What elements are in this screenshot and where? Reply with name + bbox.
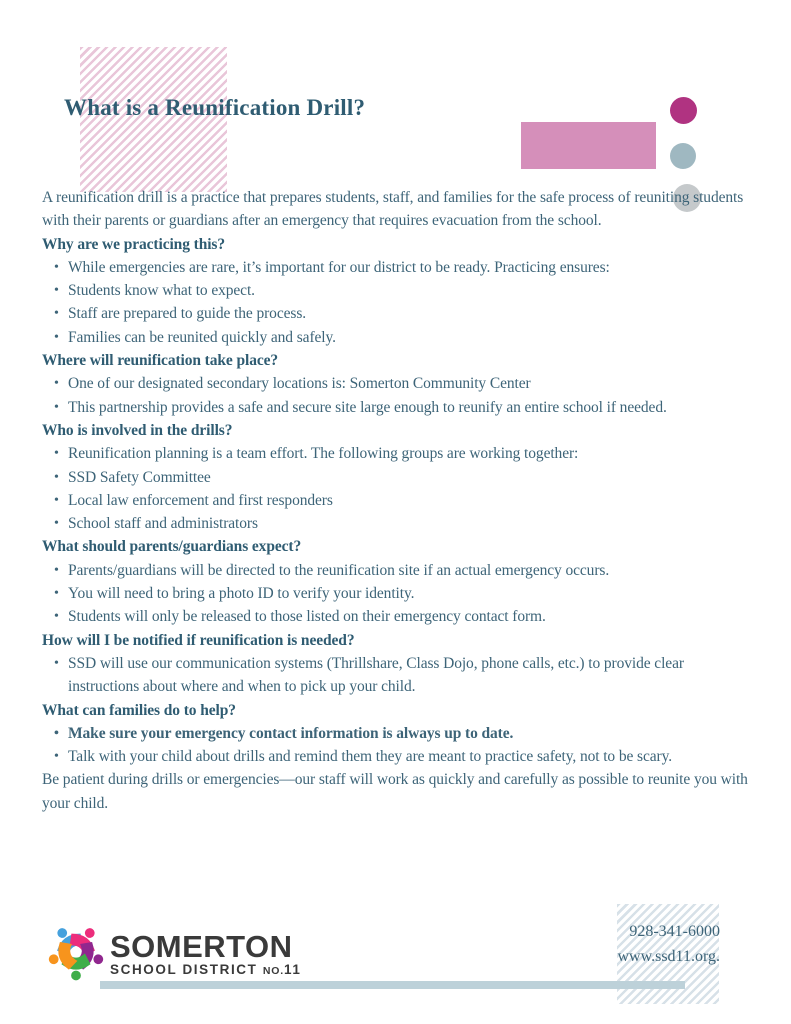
section-heading-why: Why are we practicing this? — [42, 235, 225, 253]
bullet-item: • Reunification planning is a team effort. The following groups are working together: — [68, 442, 756, 465]
document-body — [42, 186, 756, 815]
closing-paragraph: Be patient during drills or emergencies—our staff will work as quickly and carefully as possible to reunite you with your child. — [42, 771, 748, 812]
logo-number: 11 — [283, 962, 302, 977]
bullet-list-where — [42, 372, 756, 419]
bullet-item-bold: • Make sure your emergency contact information is always up to date. — [68, 722, 756, 745]
bullet-item: • School staff and administrators — [68, 512, 756, 535]
bullet-item: • Staff are prepared to guide the process. — [68, 302, 756, 325]
bullet-item: • One of our designated secondary locations is: Somerton Community Center — [68, 372, 756, 395]
bullet-item: • Talk with your child about drills and remind them they are meant to practice safety, not to be scary. — [68, 745, 756, 768]
bullet-item: • While emergencies are rare, it’s important for our district to be ready. Practicing ensures: — [68, 256, 756, 279]
section-heading-who: Who is involved in the drills? — [42, 421, 233, 439]
bullet-list-help — [42, 722, 756, 769]
bullet-list-expect — [42, 559, 756, 629]
logo-subtitle-text: SCHOOL DISTRICT — [110, 962, 258, 977]
bullet-item: • Families can be reunited quickly and safely. — [68, 326, 756, 349]
magenta-circle-decor — [670, 97, 697, 124]
bullet-list-notified — [42, 652, 756, 699]
page-title: What is a Reunification Drill? — [64, 95, 366, 120]
logo-wordmark — [110, 929, 302, 979]
bullet-item: • You will need to bring a photo ID to verify your identity. — [68, 582, 756, 605]
bullet-item: • This partnership provides a safe and secure site large enough to reunify an entire school if needed. — [68, 396, 756, 419]
section-heading-expect: What should parents/guardians expect? — [42, 538, 302, 556]
website-url: www.ssd11.org. — [617, 948, 720, 965]
bullet-item: • SSD will use our communication systems (Thrillshare, Class Dojo, phone calls, etc.) to provide clear instructions about where and when to pick up your child. — [68, 652, 756, 699]
steel-circle-decor — [670, 143, 696, 169]
logo-star-icon — [46, 918, 106, 986]
logo-name: SOMERTON — [110, 929, 293, 964]
contact-block — [617, 919, 720, 969]
bullet-item: • Students know what to expect. — [68, 279, 756, 302]
intro-paragraph: A reunification drill is a practice that prepares students, staff, and families for the safe process of reuniting students with their parents or guardians after an emergency that requires evacuation from the school. — [42, 189, 744, 230]
section-heading-notified: How will I be notified if reunification is needed? — [42, 631, 355, 649]
section-heading-where: Where will reunification take place? — [42, 352, 279, 370]
bullet-list-why — [42, 256, 756, 349]
bullet-item: • Students will only be released to those listed on their emergency contact form. — [68, 605, 756, 628]
bullet-item: • Local law enforcement and first responders — [68, 489, 756, 512]
logo-subtitle — [110, 962, 301, 979]
bullet-item: • SSD Safety Committee — [68, 466, 756, 489]
district-logo — [46, 918, 301, 986]
pink-rectangle-decor — [521, 122, 656, 169]
section-heading-help: What can families do to help? — [42, 701, 236, 719]
phone-number: 928-341-6000 — [629, 923, 720, 940]
bullet-list-who — [42, 442, 756, 535]
logo-number-prefix: NO. — [262, 965, 284, 977]
bullet-item: • Parents/guardians will be directed to the reunification site if an actual emergency occurs. — [68, 559, 756, 582]
